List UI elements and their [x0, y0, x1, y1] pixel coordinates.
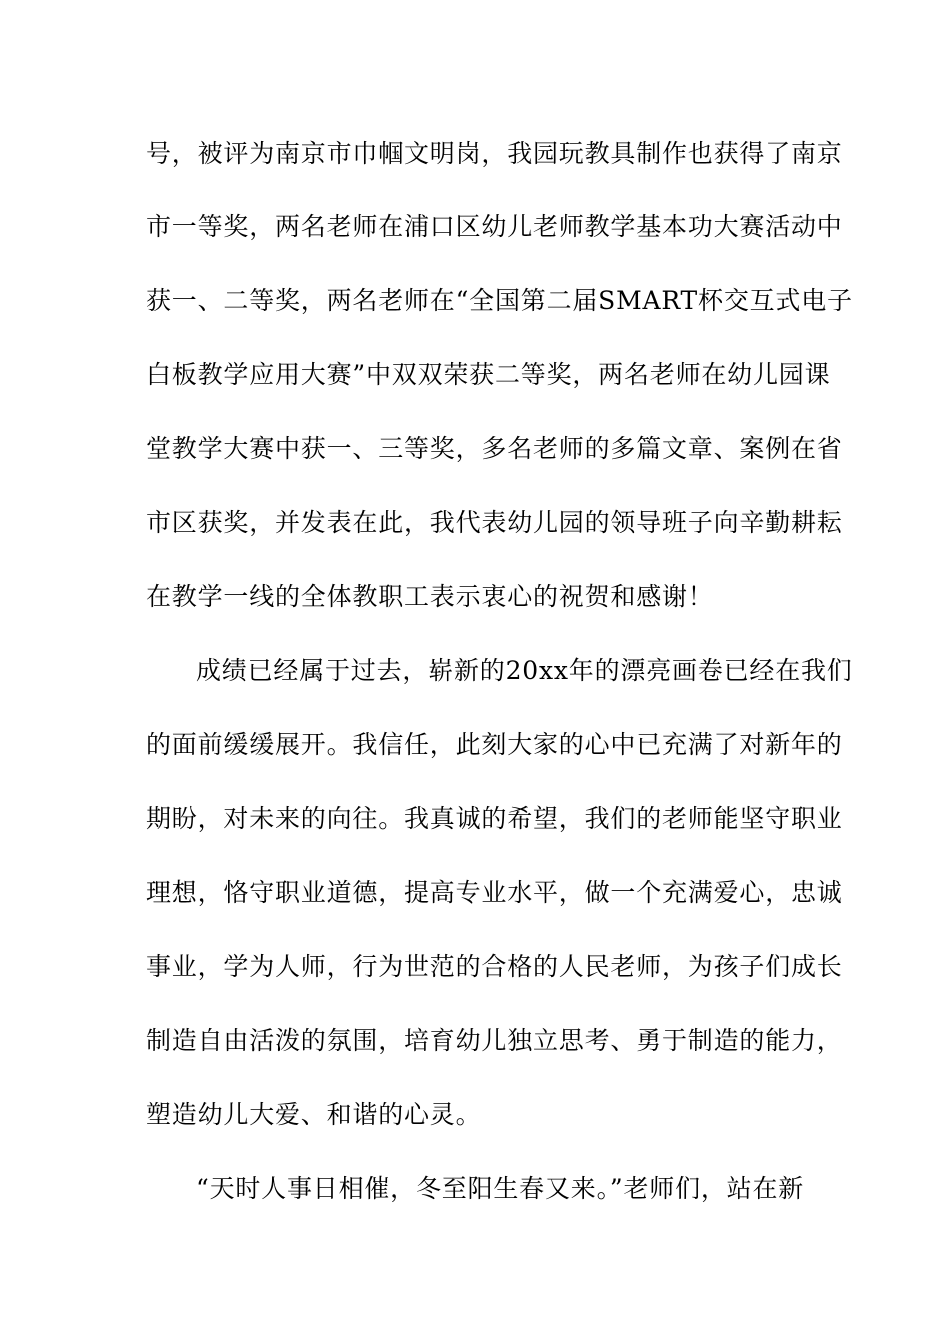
text-line: 理想，恪守职业道德，提高专业水平，做一个充满爱心，忠诚 — [146, 878, 843, 907]
text-line: 在教学一线的全体教职工表示衷心的祝贺和感谢！ — [146, 582, 714, 611]
text-line: 市区获奖，并发表在此，我代表幼儿园的领导班子向辛勤耕耘 — [146, 508, 843, 537]
text-line: 期盼，对未来的向往。我真诚的希望，我们的老师能坚守职业 — [146, 804, 843, 833]
paragraph-first-line: “天时人事日相催，冬至阳生春又来。”老师们，站在新 — [196, 1174, 805, 1203]
text-line: 塑造幼儿大爱、和谐的心灵。 — [146, 1100, 482, 1129]
text-line: 白板教学应用大赛”中双双荣获二等奖，两名老师在幼儿园课 — [146, 360, 831, 389]
text-line: 的面前缓缓展开。我信任，此刻大家的心中已充满了对新年的 — [146, 730, 843, 759]
text-line: 制造自由活泼的氛围，培育幼儿独立思考、勇于制造的能力， — [146, 1026, 843, 1055]
text-line: 堂教学大赛中获一、三等奖，多名老师的多篇文章、案例在省 — [146, 434, 843, 463]
text-line: 获一、二等奖，两名老师在“全国第二届SMART杯交互式电子 — [146, 286, 853, 315]
text-line: 事业，学为人师，行为世范的合格的人民老师，为孩子们成长 — [146, 952, 843, 981]
text-line: 市一等奖，两名老师在浦口区幼儿老师教学基本功大赛活动中 — [146, 212, 843, 241]
text-line: 号，被评为南京市巾帼文明岗，我园玩教具制作也获得了南京 — [146, 139, 843, 168]
paragraph-first-line: 成绩已经属于过去，崭新的20xx年的漂亮画卷已经在我们 — [196, 656, 853, 685]
